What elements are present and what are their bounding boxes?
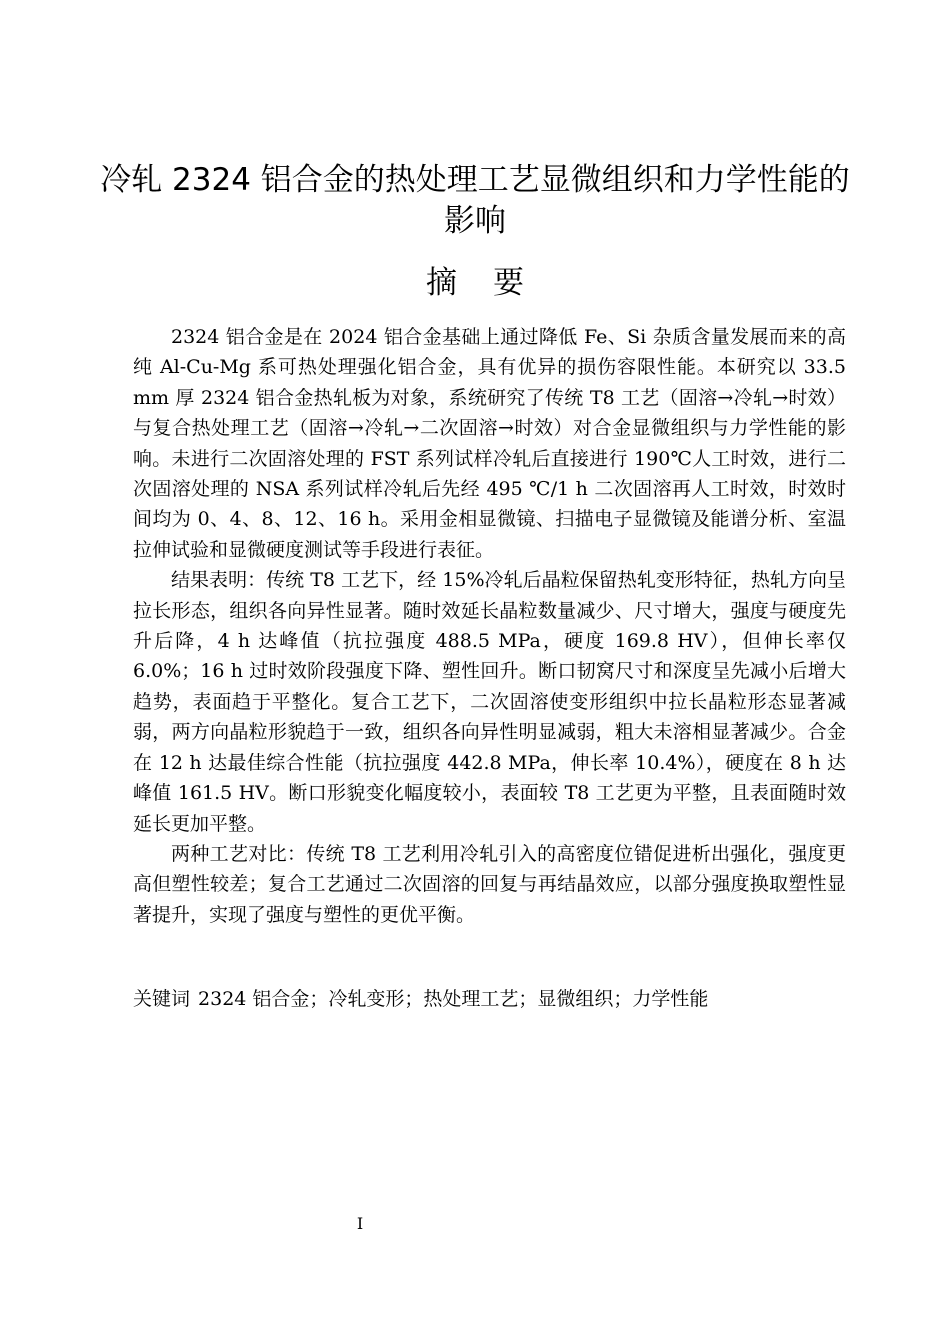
abstract-heading: 摘要 (426, 265, 560, 301)
document-title: 冷轧 2324 铝合金的热处理工艺显微组织和力学性能的影响 (100, 162, 850, 239)
abstract-paragraph-1: 2324 铝合金是在 2024 铝合金基础上通过降低 Fe、Si 杂质含量发展而来的高纯 Al-Cu-Mg 系可热处理强化铝合金，具有优异的损伤容限性能。本研究以 33.5 mm 厚 2324 铝合金热轧板为对象，系统研究了传统 T8 工艺（固溶→冷轧→时效）与复合热处理工艺（固溶→冷轧→二次固溶→时效）对合金显微组织与力学性能的影响。未进行二次固溶处理的 FST 系列试样冷轧后直接进行 190℃人工时效，进行二次固溶处理的 NSA 系列试样冷轧后先经 495 ℃/1 h 二次固溶再人工时效，时效时间均为 0、4、8、12、16 h。采用金相显微镜、扫描电子显微镜及能谱分析、室温拉伸试验和显微硬度测试等手段进行表征。 (133, 326, 846, 561)
abstract-body (133, 322, 846, 930)
abstract-paragraph-3: 两种工艺对比：传统 T8 工艺利用冷轧引入的高密度位错促进析出强化，强度更高但塑性较差；复合工艺通过二次固溶的回复与再结晶效应，以部分强度换取塑性显著提升，实现了强度与塑性的更优平衡。 (133, 842, 846, 926)
keywords-label: 关键词 (133, 988, 191, 1010)
keywords-text: 2324 铝合金；冷轧变形；热处理工艺；显微组织；力学性能 (198, 988, 709, 1010)
keywords-line (133, 984, 846, 1014)
page-number: I (356, 1214, 364, 1233)
abstract-paragraph-2: 结果表明：传统 T8 工艺下，经 15%冷轧后晶粒保留热轧变形特征，热轧方向呈拉长形态，组织各向异性显著。随时效延长晶粒数量减少、尺寸增大，强度与硬度先升后降，4 h 达峰值（抗拉强度 488.5 MPa，硬度 169.8 HV），但伸长率仅 6.0%；16 h 过时效阶段强度下降、塑性回升。断口韧窝尺寸和深度呈先减小后增大趋势，表面趋于平整化。复合工艺下，二次固溶使变形组织中拉长晶粒形态显著减弱，两方向晶粒形貌趋于一致，组织各向异性明显减弱，粗大未溶相显著减少。合金在 12 h 达最佳综合性能（抗拉强度 442.8 MPa，伸长率 10.4%），硬度在 8 h 达峰值 161.5 HV。断口形貌变化幅度较小，表面较 T8 工艺更为平整，且表面随时效延长更加平整。 (133, 569, 846, 835)
